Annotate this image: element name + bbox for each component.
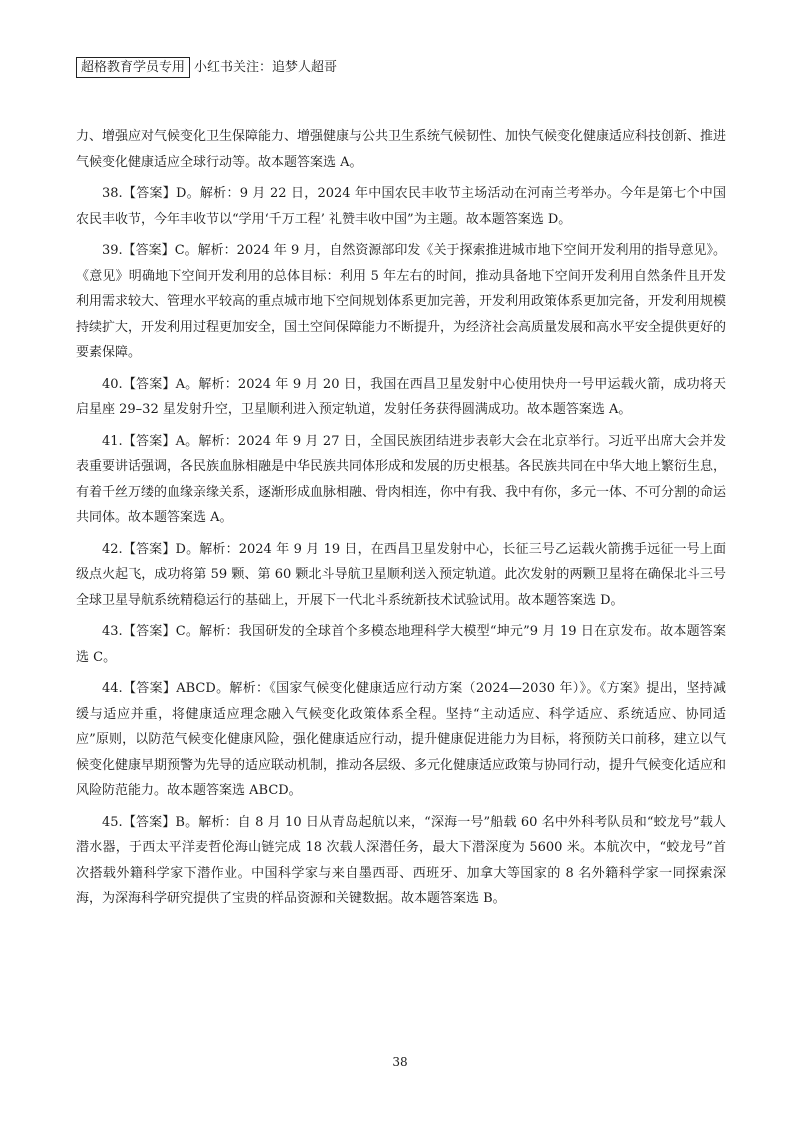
answer-42: 42.【答案】D。解析：2024 年 9 月 19 日，在西昌卫星发射中心，长征三号乙运载火箭携手远征一号上面级点火起飞，成功将第 59 颗、第 60 颗北斗导航卫星顺利送入预定轨道。此次发射的两颗卫星将在确保北斗三号全球卫星导航系统精稳运行的基础上，开展下一代北斗系统新技术试验试用。故本题答案选 D。 — [76, 541, 726, 608]
page-number: 38 — [392, 1055, 408, 1069]
answer-44: 44.【答案】ABCD。解析：《国家气候变化健康适应行动方案（2024—2030 年）》。《方案》提出，坚持减缓与适应并重，将健康适应理念融入气候变化政策体系全程。坚持“主动适应、科学适应、系统适应、协同适应”原则，以防范气候变化健康风险，强化健康适应行动，提升健康促进能力为目标，将预防关口前移，建立以气候变化健康早期预警为先导的适应联动机制，推动各层级、多元化健康适应政策与协同行动，提升气候变化适应和风险防范能力。故本题答案选 ABCD。 — [76, 681, 727, 798]
answer-content — [76, 124, 726, 918]
header-follow-text: 小红书关注：追梦人超哥 — [194, 59, 338, 75]
answer-40: 40.【答案】A。解析：2024 年 9 月 20 日，我国在西昌卫星发射中心使用快舟一号甲运载火箭，成功将天启星座 29–32 星发射升空，卫星顺利进入预定轨道，发射任务获得圆满成功。故本题答案选 A。 — [76, 376, 726, 417]
header-badge: 超格教育学员专用 — [76, 57, 190, 78]
answer-39: 39.【答案】C。解析：2024 年 9 月，自然资源部印发《关于探索推进城市地下空间开发利用的指导意见》。《意见》明确地下空间开发利用的总体目标：利用 5 年左右的时间，推动具备地下空间开发利用自然条件且开发利用需求较大、管理水平较高的重点城市地下空间规划体系更加完善，开发利用政策体系更加完备，开发利用规模持续扩大，开发利用过程更加安全，国土空间保障能力不断提升，为经济社会高质量发展和高水平安全提供更好的要素保障。 — [76, 243, 727, 360]
answer-41: 41.【答案】A。解析：2024 年 9 月 27 日，全国民族团结进步表彰大会在北京举行。习近平出席大会并发表重要讲话强调，各民族血脉相融是中华民族共同体形成和发展的历史根基。各民族共同在中华大地上繁衍生息，有着千丝万缕的血缘亲缘关系，逐渐形成血脉相融、骨肉相连，你中有我、我中有你，多元一体、不可分割的命运共同体。故本题答案选 A。 — [76, 433, 727, 525]
answer-38: 38.【答案】D。解析：9 月 22 日，2024 年中国农民丰收节主场活动在河南兰考举办。今年是第七个中国农民丰收节，今年丰收节以“学用‘千万工程’ 礼赞丰收中国”为主题。故本题答案选 D。 — [76, 186, 726, 227]
paragraph-continuation: 力、增强应对气候变化卫生保障能力、增强健康与公共卫生系统气候韧性、加快气候变化健康适应科技创新、推进气候变化健康适应全球行动等。故本题答案选 A。 — [76, 129, 727, 170]
answer-45: 45.【答案】B。解析：自 8 月 10 日从青岛起航以来，“深海一号”船载 60 名中外科考队员和“蛟龙号”载人潜水器，于西太平洋麦哲伦海山链完成 18 次载人深潜任务，最大下潜深度为 5600 米。本航次中，“蛟龙号”首次搭载外籍科学家下潜作业。中国科学家与来自墨西哥、西班牙、加拿大等国家的 8 名外籍科学家一同探索深海，为深海科学研究提供了宝贵的样品资源和关键数据。故本题答案选 B。 — [76, 814, 726, 906]
answer-43: 43.【答案】C。解析：我国研发的全球首个多模态地理科学大模型“坤元”9 月 19 日在京发布。故本题答案选 C。 — [76, 624, 726, 665]
page-header — [76, 57, 337, 78]
